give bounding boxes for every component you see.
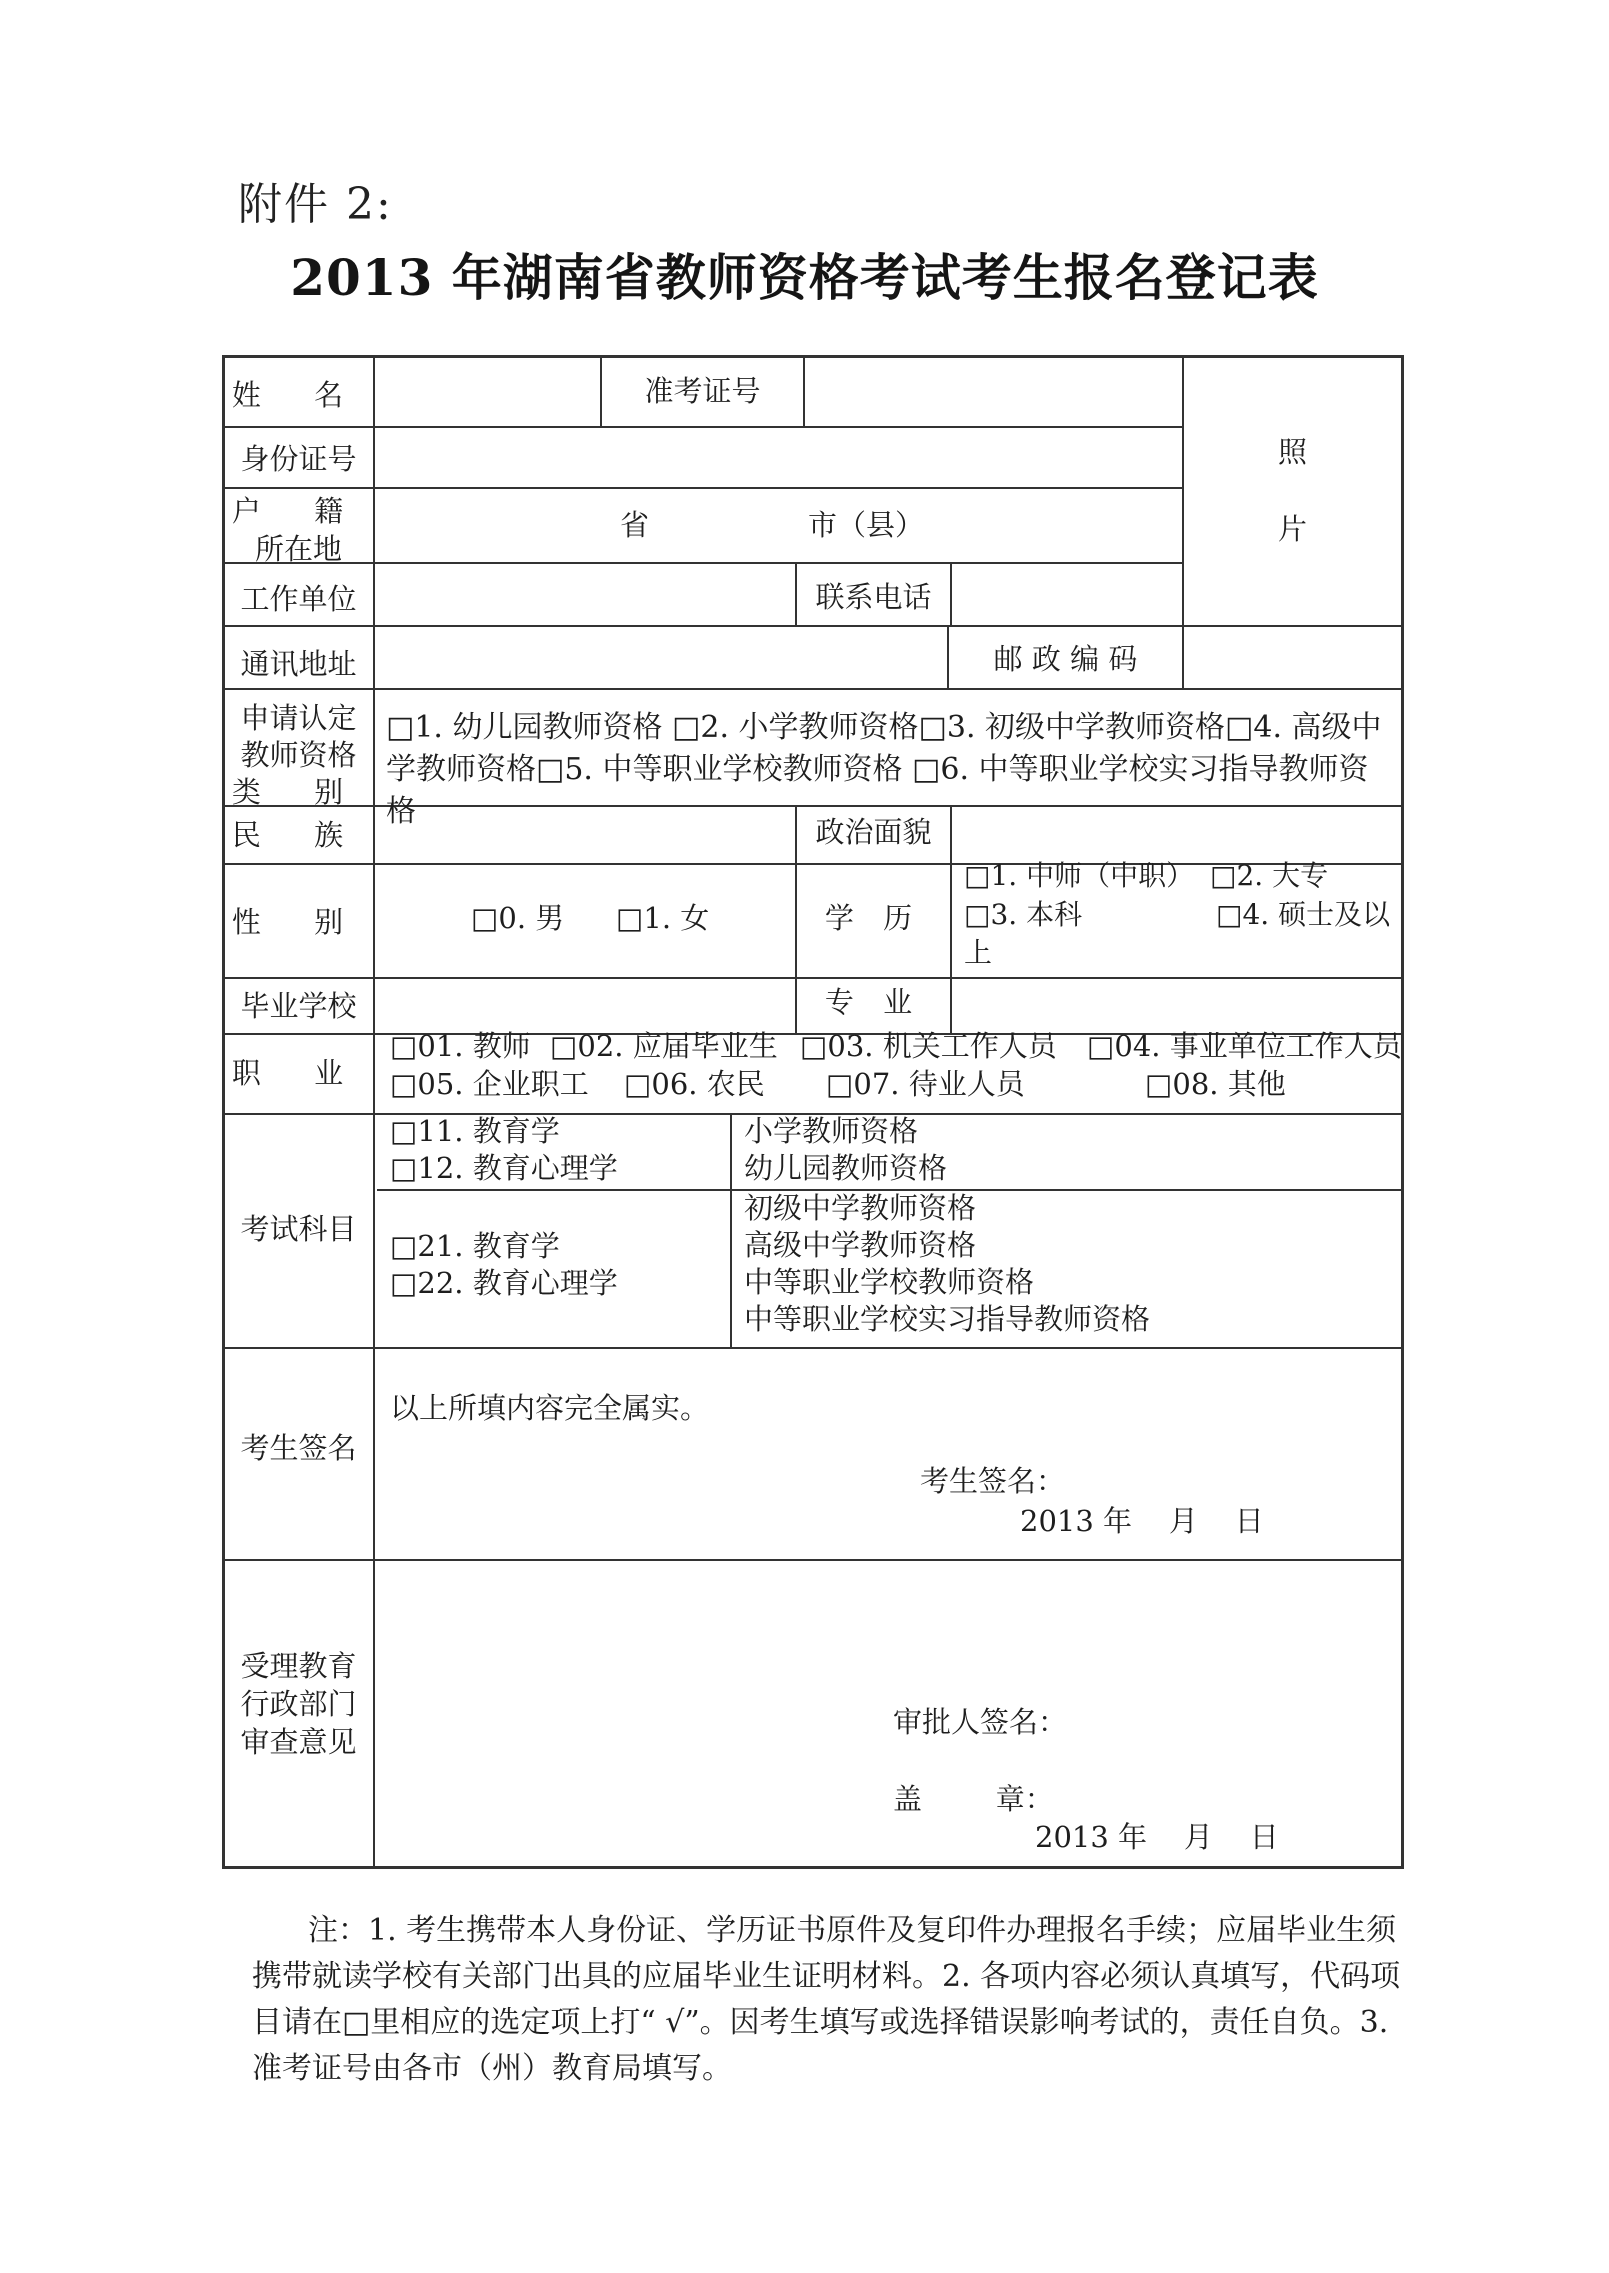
occupation-option-08[interactable]: □08. 其他 bbox=[1145, 1067, 1286, 1101]
signature-label: 考生签名 bbox=[240, 1431, 357, 1465]
hukou-city: 市（县） bbox=[808, 508, 925, 542]
subject-group2-senior: 高级中学教师资格 bbox=[744, 1228, 977, 1262]
subject-group1-primary: 小学教师资格 bbox=[744, 1114, 919, 1148]
education-option-4-cont: 上 bbox=[964, 936, 993, 969]
subject-option-22[interactable]: □22. 教育心理学 bbox=[390, 1266, 618, 1300]
education-option-1[interactable]: □1. 中师（中职） bbox=[964, 859, 1195, 892]
subject-option-21[interactable]: □21. 教育学 bbox=[390, 1229, 560, 1263]
declaration-text: 以上所填内容完全属实。 bbox=[390, 1391, 710, 1425]
political-status-field[interactable] bbox=[952, 807, 1402, 863]
gender-male-option[interactable]: □0. 男 bbox=[471, 901, 565, 935]
hukou-province: 省 bbox=[620, 508, 650, 542]
political-status-label: 政治面貌 bbox=[815, 815, 932, 849]
review-label-line2: 行政部门 bbox=[240, 1687, 357, 1721]
gender-female-option[interactable]: □1. 女 bbox=[616, 901, 710, 935]
review-date[interactable]: 2013 年 月 日 bbox=[1035, 1820, 1279, 1854]
major-label: 专 业 bbox=[824, 985, 923, 1019]
occupation-option-06[interactable]: □06. 农民 bbox=[624, 1067, 765, 1101]
name-field[interactable] bbox=[375, 357, 600, 426]
name-label: 姓 名 bbox=[231, 378, 366, 412]
occupation-option-07[interactable]: □07. 待业人员 bbox=[826, 1067, 1025, 1101]
education-label: 学 历 bbox=[824, 901, 923, 935]
occupation-label: 职 业 bbox=[231, 1056, 366, 1090]
work-unit-field[interactable] bbox=[375, 564, 795, 625]
occupation-option-03[interactable]: □03. 机关工作人员 bbox=[800, 1029, 1057, 1063]
row-line bbox=[222, 1559, 1404, 1561]
candidate-date[interactable]: 2013 年 月 日 bbox=[1020, 1504, 1264, 1538]
row-line bbox=[222, 1347, 1404, 1349]
official-seal[interactable]: 盖 章： bbox=[893, 1782, 1054, 1816]
subject-option-11[interactable]: □11. 教育学 bbox=[390, 1114, 560, 1148]
ethnicity-field[interactable] bbox=[375, 807, 795, 863]
gender-label: 性 别 bbox=[231, 905, 366, 939]
occupation-option-04[interactable]: □04. 事业单位工作人员 bbox=[1087, 1029, 1402, 1063]
col-line bbox=[730, 1113, 732, 1347]
page-title: 2013 年湖南省教师资格考试考生报名登记表 bbox=[290, 248, 1319, 307]
graduate-school-field[interactable] bbox=[375, 979, 795, 1033]
address-label: 通讯地址 bbox=[240, 647, 357, 681]
subject-group2-vocational: 中等职业学校教师资格 bbox=[744, 1265, 1035, 1299]
subject-group2-junior: 初级中学教师资格 bbox=[744, 1191, 977, 1225]
approver-signature[interactable]: 审批人签名： bbox=[893, 1705, 1068, 1739]
photo-label-top: 照 bbox=[1278, 435, 1308, 469]
ethnicity-label: 民 族 bbox=[231, 818, 366, 852]
postcode-field[interactable] bbox=[1184, 627, 1402, 688]
row-line bbox=[222, 487, 1182, 489]
education-option-2[interactable]: □2. 大专 bbox=[1210, 859, 1329, 892]
major-field[interactable] bbox=[952, 979, 1402, 1033]
exam-no-field[interactable] bbox=[805, 357, 1182, 426]
candidate-signature[interactable]: 考生签名： bbox=[920, 1464, 1066, 1498]
id-number-field[interactable] bbox=[375, 428, 1182, 487]
review-label-line3: 审查意见 bbox=[240, 1725, 357, 1759]
apply-type-label-line3: 类 别 bbox=[231, 775, 366, 809]
graduate-school-label: 毕业学校 bbox=[240, 989, 357, 1023]
subject-group2-vocational-practice: 中等职业学校实习指导教师资格 bbox=[744, 1302, 1151, 1336]
address-field[interactable] bbox=[375, 627, 947, 688]
postcode-label: 邮 政 编 码 bbox=[993, 642, 1138, 676]
apply-type-options[interactable]: □1. 幼儿园教师资格 □2. 小学教师资格□3. 初级中学教师资格□4. 高级中学教师资格□5. 中等职业学校教师资格 □6. 中等职业学校实习指导教师资格 bbox=[386, 710, 1382, 829]
education-option-4[interactable]: □4. 硕士及以 bbox=[1216, 898, 1391, 931]
footnote: 注：1. 考生携带本人身份证、学历证书原件及复印件办理报名手续；应届毕业生须携带就读学校有关部门出具的应届毕业生证明材料。2. 各项内容必须认真填写，代码项目请在□里相应的选定项上打“ √”。因考生填写或选择错误影响考试的，责任自负。3. 准考证号由各市（州）教育局填写。 bbox=[252, 1913, 1401, 2086]
work-unit-label: 工作单位 bbox=[240, 582, 357, 616]
exam-subjects-label: 考试科目 bbox=[240, 1212, 357, 1246]
hukou-label-line1: 户 籍 bbox=[231, 494, 366, 528]
review-label-line1: 受理教育 bbox=[240, 1649, 357, 1683]
subject-group1-kindergarten: 幼儿园教师资格 bbox=[744, 1151, 948, 1185]
hukou-label-line2: 所在地 bbox=[254, 532, 342, 566]
apply-type-label-line1: 申请认定 bbox=[240, 701, 357, 735]
attachment-label: 附件 2: bbox=[238, 179, 393, 230]
phone-field[interactable] bbox=[952, 564, 1182, 625]
photo-box[interactable] bbox=[1184, 357, 1402, 625]
occupation-option-02[interactable]: □02. 应届毕业生 bbox=[550, 1029, 778, 1063]
id-number-label: 身份证号 bbox=[240, 442, 357, 476]
occupation-option-01[interactable]: □01. 教师 bbox=[390, 1029, 531, 1063]
subject-option-12[interactable]: □12. 教育心理学 bbox=[390, 1151, 618, 1185]
exam-no-label: 准考证号 bbox=[644, 374, 761, 408]
row-line bbox=[222, 688, 1404, 690]
phone-label: 联系电话 bbox=[815, 580, 932, 614]
apply-type-label-line2: 教师资格 bbox=[240, 738, 357, 772]
photo-label-bottom: 片 bbox=[1278, 512, 1308, 546]
occupation-option-05[interactable]: □05. 企业职工 bbox=[390, 1067, 589, 1101]
education-option-3[interactable]: □3. 本科 bbox=[964, 898, 1083, 931]
